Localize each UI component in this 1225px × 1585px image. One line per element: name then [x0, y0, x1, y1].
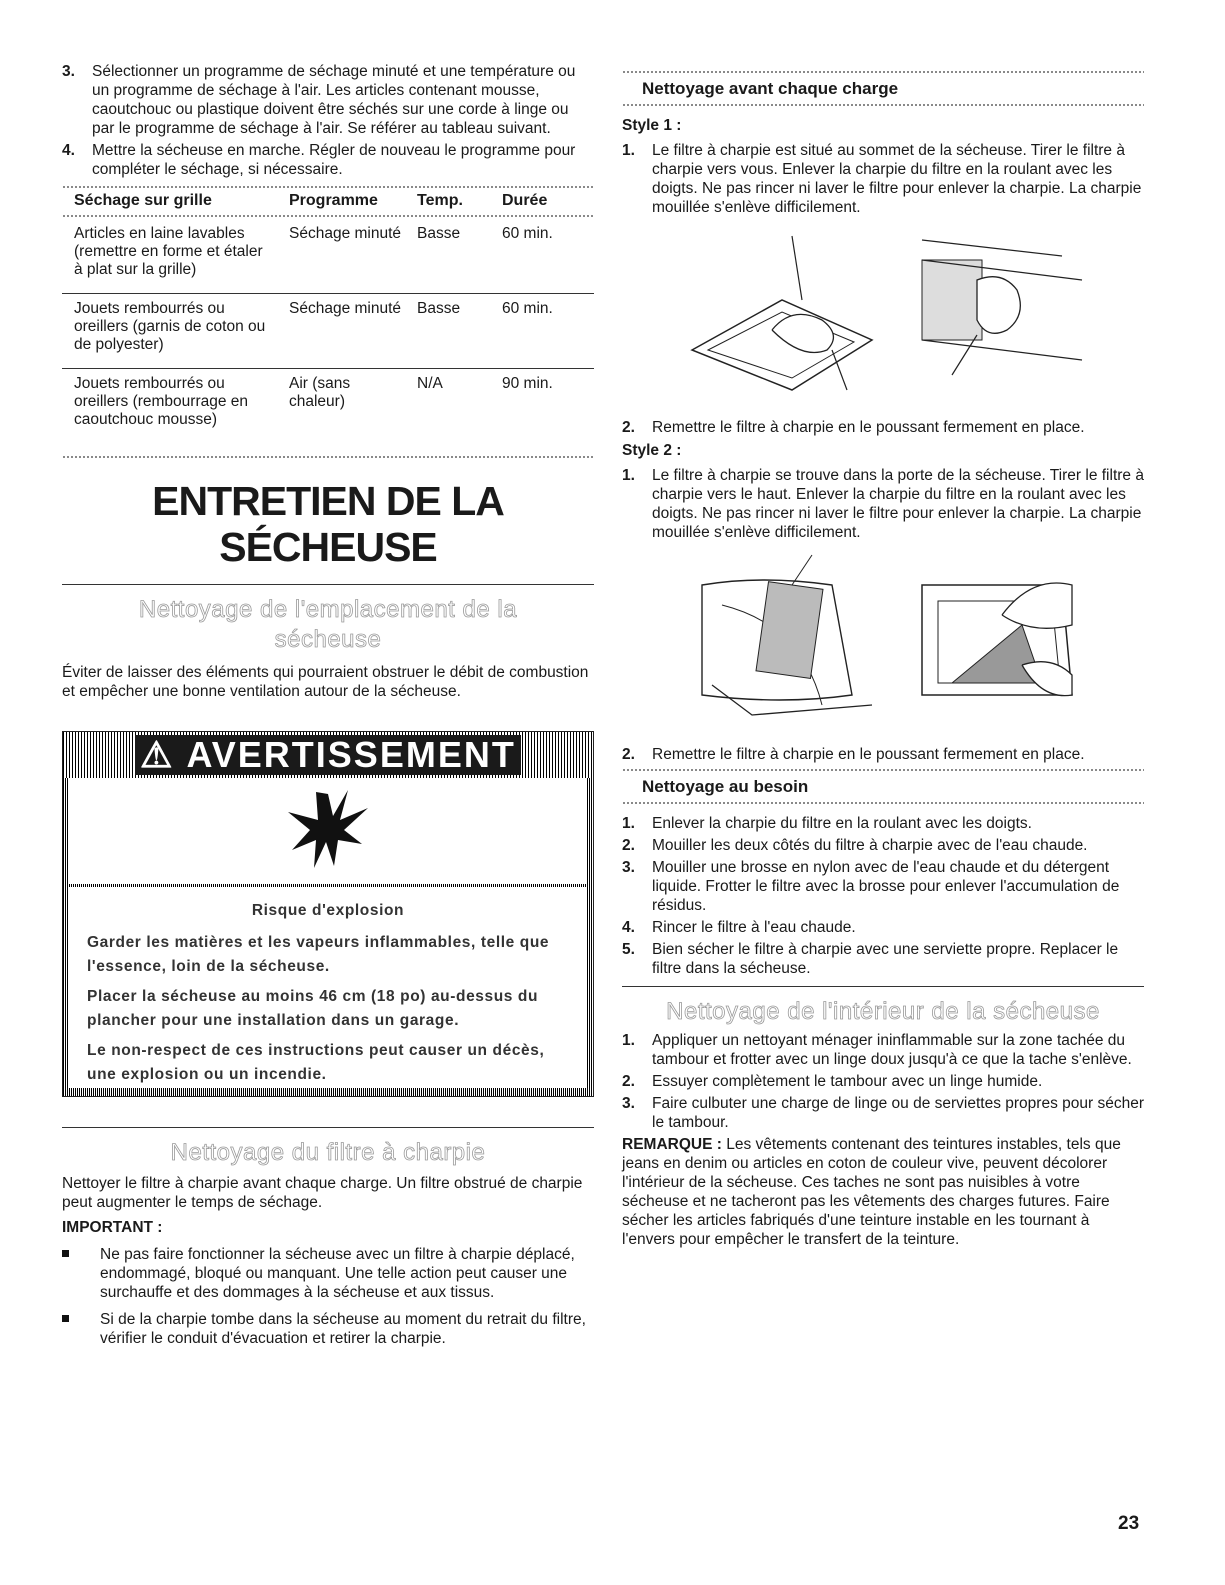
list-item: 2. Mouiller les deux côtés du filtre à charpie avec de l'eau chaude.	[622, 837, 1088, 854]
hatch-divider	[69, 884, 587, 887]
bullet-icon	[62, 1315, 69, 1322]
list-item: Ne pas faire fonctionner la sécheuse avec un filtre à charpie déplacé, endommagé, bloqué ou manquant. Une telle action peut causer une surchauffe et des dommages à la sécheuse et aux tissus.	[62, 1245, 594, 1302]
table-header: Durée	[502, 192, 548, 209]
subsection-title: Nettoyage avant chaque charge	[642, 79, 899, 98]
lint-filter-style2-illustration	[622, 545, 1144, 735]
list-item: 3. Sélectionner un programme de séchage minuté et une température ou un programme de séchage à l'air. Les articles contenant mousse, caoutchouc ou plastique doivent être séchés sur une corde à linge ou par le programme de séchage à l'air. Se référer au tableau suivant.	[62, 63, 576, 137]
page-title: ENTRETIEN DE LA SÉCHEUSE	[152, 478, 504, 570]
remarque-paragraph: REMARQUE : Les vêtements contenant des teintures instables, tels que jeans en denim ou articles en coton de couleur vive, peuvent décolorer l'intérieur de la sécheuse. Ces taches ne sont pas nuisibles à votre sécheuse et ne tacheront pas les vêtements des charges futures. Faire sécher les articles fabriqués d'une teinture instable en les tournant à l'envers pour empêcher le transfert de la teinture.	[622, 1136, 1121, 1248]
table-row: Jouets rembourrés ou oreillers (garnis de coton ou de polyester) Séchage minuté Basse 60 min.	[62, 294, 594, 369]
section-title: Nettoyage de l'emplacement de la sécheuse	[138, 596, 518, 653]
list-item: 3. Mouiller une brosse en nylon avec de l'eau chaude et du détergent liquide. Frotter le filtre avec la brosse pour enlever l'accumulation de résidus.	[622, 859, 1120, 914]
bullet-icon	[62, 1250, 69, 1257]
remarque-label: REMARQUE :	[622, 1136, 722, 1153]
dotted-divider	[62, 455, 594, 460]
warning-hazard: Risque d'explosion	[251, 902, 405, 919]
table-row: Articles en laine lavables (remettre en forme et étaler à plat sur la grille) Séchage minuté Basse 60 min.	[74, 225, 553, 278]
list-item: Si de la charpie tombe dans la sécheuse au moment du retrait du filtre, vérifier le conduit d'évacuation et retirer la charpie.	[62, 1310, 594, 1348]
warning-line: Garder les matières et les vapeurs inflammables, telle que l'essence, loin de la sécheuse.	[87, 934, 550, 975]
style1-steps	[622, 141, 1144, 217]
divider	[62, 1127, 594, 1128]
list-item: 4. Mettre la sécheuse en marche. Régler de nouveau le programme pour compléter le séchage, si nécessaire.	[62, 142, 576, 178]
list-item: 3. Faire culbuter une charge de linge ou de serviettes propres pour sécher le tambour.	[622, 1095, 1144, 1131]
list-item: 5. Bien sécher le filtre à charpie avec une serviette propre. Replacer le filtre dans la sécheuse.	[622, 941, 1119, 977]
table-header: Programme	[289, 192, 378, 209]
warning-label: ⚠ AVERTISSEMENT	[135, 735, 521, 775]
style2-steps	[622, 466, 1144, 542]
important-label: IMPORTANT :	[62, 1219, 163, 1236]
dotted-divider	[622, 103, 1144, 108]
warning-body	[63, 899, 593, 1087]
style-label: Style 1 :	[622, 117, 682, 134]
list-item: 1. Le filtre à charpie se trouve dans la porte de la sécheuse. Tirer le filtre à charpie vers le haut. Enlever la charpie du filtre en la roulant avec les doigts. Ne pas rincer ni laver le filtre pour enlever la charpie. La charpie mouillée s'enlève difficilement.	[622, 467, 1144, 541]
style1-step2	[622, 418, 1144, 437]
lint-filter-style1-illustration	[622, 220, 1144, 410]
explosion-icon-area	[63, 778, 593, 884]
warning-triangle-icon: ⚠	[140, 734, 175, 775]
section-title: Nettoyage de l'intérieur de la sécheuse	[666, 998, 1100, 1025]
divider	[622, 986, 1144, 987]
warning-header	[63, 732, 593, 778]
list-item: 2. Remettre le filtre à charpie en le poussant fermement en place.	[622, 746, 1085, 763]
table-header: Temp.	[417, 192, 463, 209]
table-header: Séchage sur grille	[74, 192, 212, 209]
style2-step2	[622, 745, 1144, 764]
important-list	[62, 1245, 594, 1348]
list-item: 1. Appliquer un nettoyant ménager ininflammable sur la zone tachée du tambour et frotter avec un linge doux jusqu'à ce que la tache s'enlève.	[622, 1032, 1132, 1068]
table-row: Jouets rembourrés ou oreillers (rembourrage en caoutchouc mousse) Air (sans chaleur) N/A 90 min.	[62, 369, 594, 444]
interior-steps	[622, 1031, 1144, 1132]
hatch-border	[63, 1088, 593, 1096]
list-item: 2. Remettre le filtre à charpie en le poussant fermement en place.	[622, 419, 1085, 436]
explosion-icon	[278, 786, 378, 876]
list-item: 1. Le filtre à charpie est situé au sommet de la sécheuse. Tirer le filtre à charpie vers vous. Enlever la charpie du filtre en la roulant avec les doigts. Ne pas rincer ni laver le filtre pour enlever la charpie. La charpie mouillée s'enlève difficilement.	[622, 142, 1142, 216]
warning-line: Le non-respect de ces instructions peut causer un décès, une explosion ou un incendie.	[87, 1042, 545, 1083]
section-text: Nettoyer le filtre à charpie avant chaque charge. Un filtre obstrué de charpie peut augmenter le temps de séchage.	[62, 1175, 583, 1211]
rack-drying-table	[62, 190, 594, 443]
left-column	[62, 62, 594, 1356]
list-item: 2. Essuyer complètement le tambour avec un linge humide.	[622, 1073, 1043, 1090]
divider	[62, 584, 594, 585]
dotted-divider	[622, 801, 1144, 806]
list-item: 1. Enlever la charpie du filtre en la roulant avec les doigts.	[622, 815, 1032, 832]
subsection-title: Nettoyage au besoin	[642, 777, 809, 796]
warning-line: Placer la sécheuse au moins 46 cm (18 po) au-dessus du plancher pour une installation dans un garage.	[87, 988, 539, 1029]
besoin-steps	[622, 814, 1144, 978]
warning-box	[62, 731, 594, 1097]
style-label: Style 2 :	[622, 442, 682, 459]
section-text: Éviter de laisser des éléments qui pourraient obstruer le débit de combustion et empêcher une bonne ventilation autour de la sécheuse.	[62, 664, 589, 700]
right-column	[622, 62, 1144, 1249]
drying-steps	[62, 62, 594, 179]
section-title: Nettoyage du filtre à charpie	[170, 1139, 486, 1166]
list-item: 4. Rincer le filtre à l'eau chaude.	[622, 919, 856, 936]
page-number: 23	[1118, 1513, 1140, 1534]
